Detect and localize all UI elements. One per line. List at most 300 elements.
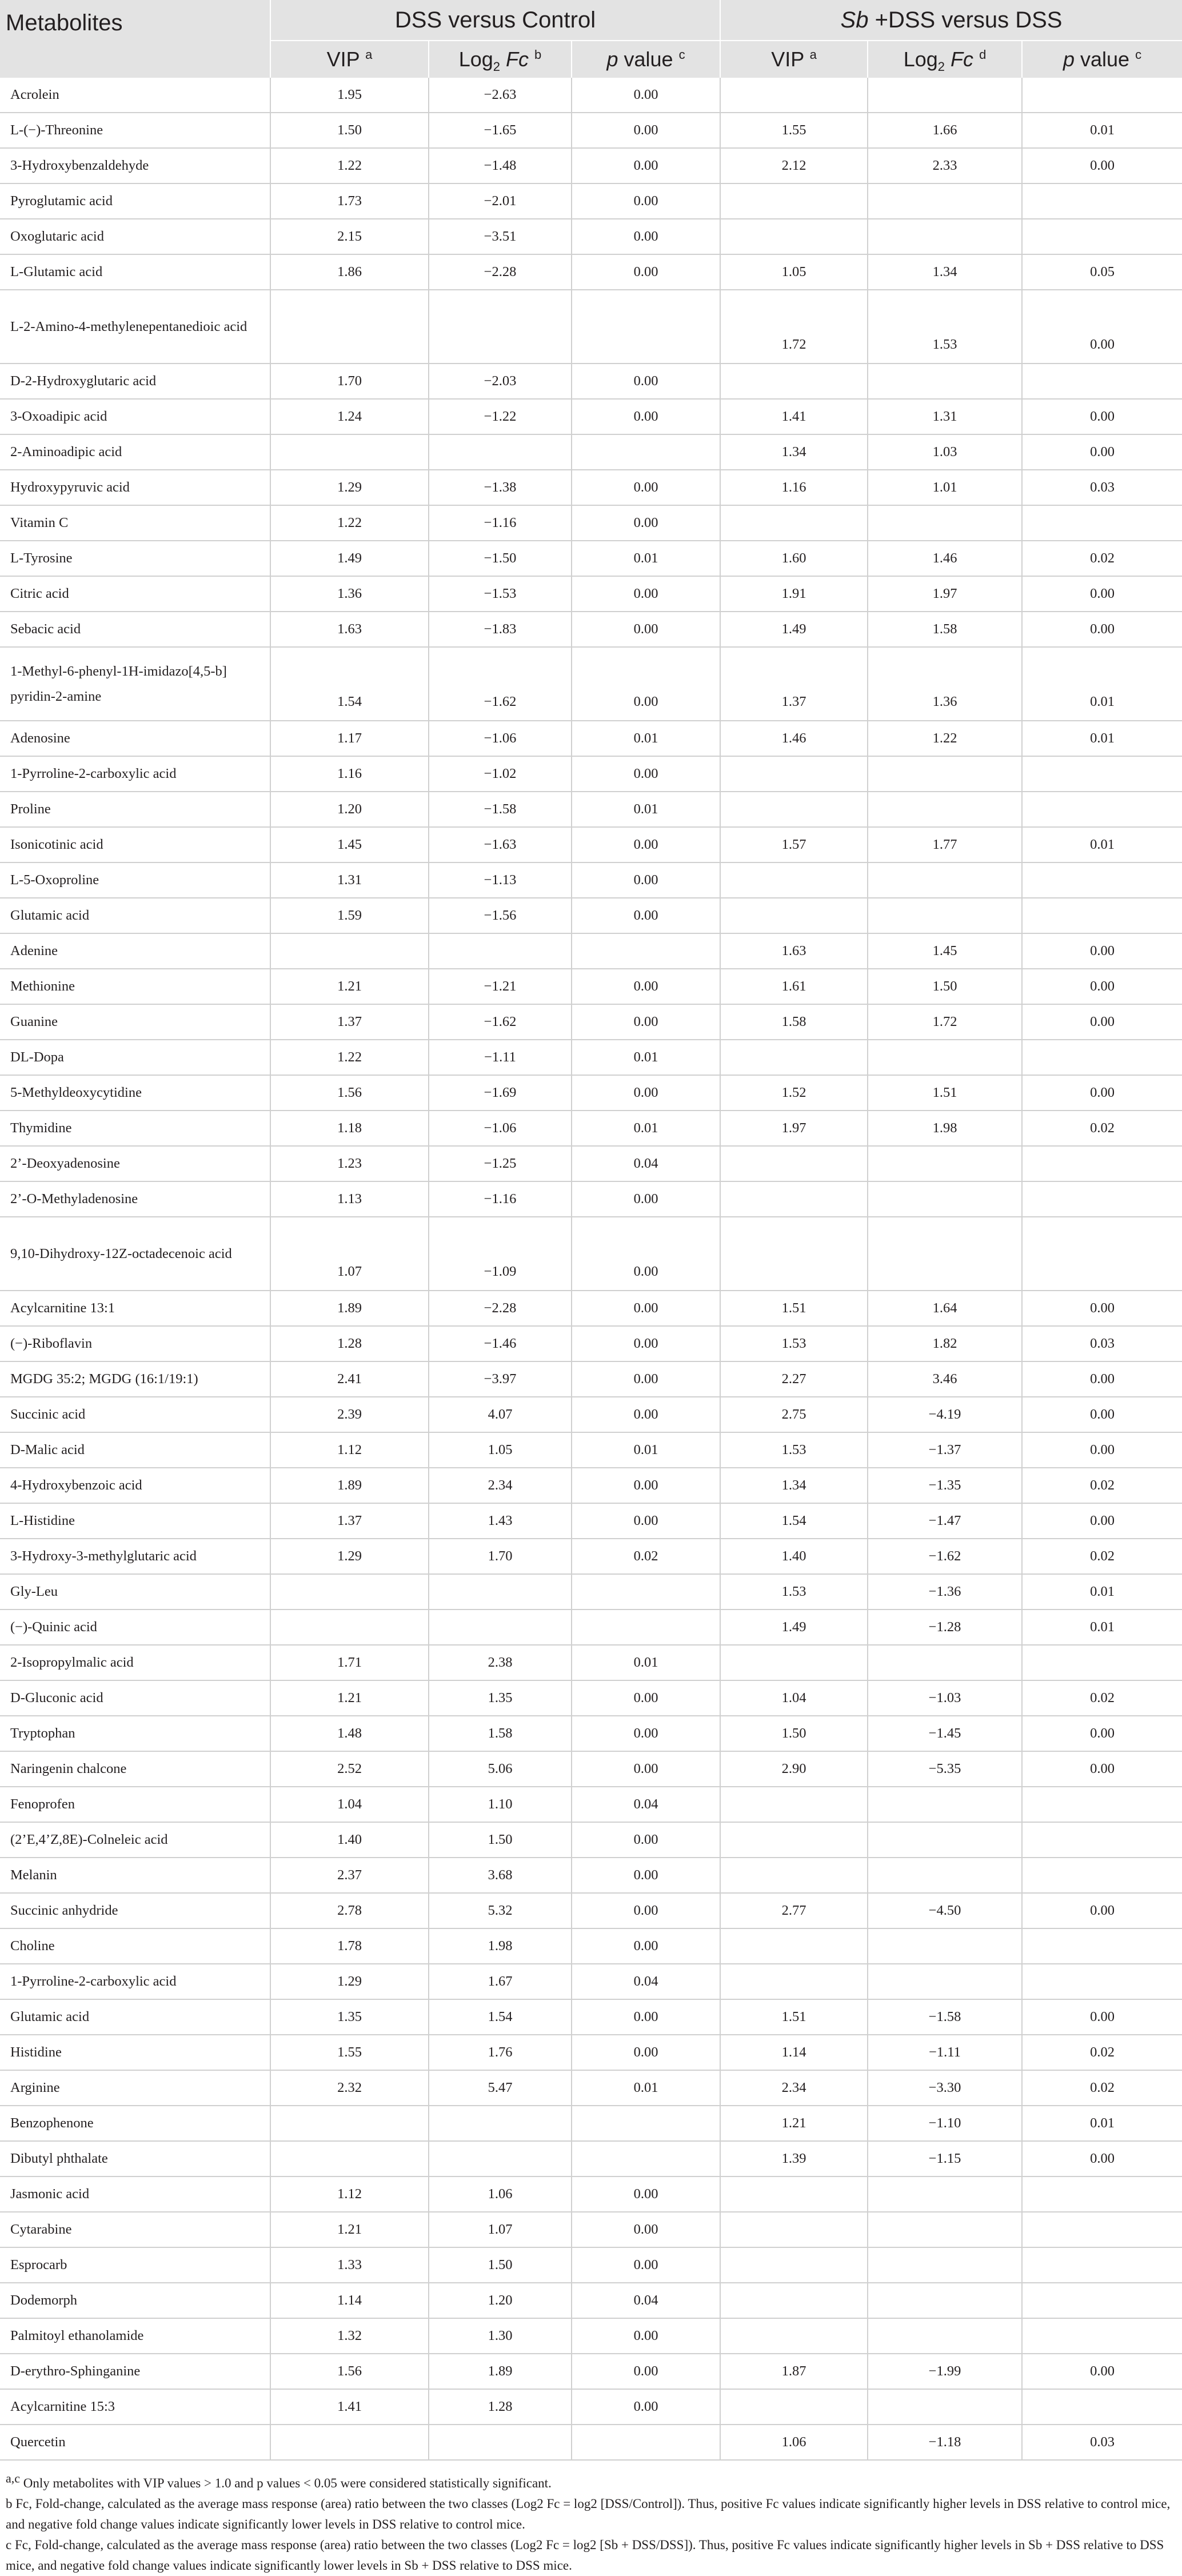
vip-dss-vs-control: 1.89 [270,1468,429,1503]
log2fc-sb-dss-vs-dss [868,2247,1022,2283]
log2fc-sb-dss-vs-dss: −1.35 [868,1468,1022,1503]
pvalue-dss-vs-control [572,2425,720,2460]
pvalue-sb-dss-vs-dss [1022,2247,1182,2283]
vip-sb-dss-vs-dss: 1.54 [720,1503,868,1539]
log2fc-sb-dss-vs-dss [868,756,1022,792]
vip-sb-dss-vs-dss [720,1964,868,1999]
vip-dss-vs-control: 1.36 [270,576,429,612]
log2fc-dss-vs-control: 1.43 [429,1503,572,1539]
table-row [0,1468,1182,1503]
log2fc-dss-vs-control: −1.25 [429,1146,572,1181]
log2fc-dss-vs-control [429,1609,572,1645]
log2fc-sb-dss-vs-dss [868,1928,1022,1964]
log2fc-sb-dss-vs-dss [868,2283,1022,2318]
table-row [0,1751,1182,1787]
vip-sb-dss-vs-dss: 1.04 [720,1680,868,1716]
metabolite-name: MGDG 35:2; MGDG (16:1/19:1) [0,1361,270,1397]
pvalue-sb-dss-vs-dss: 0.01 [1022,2106,1182,2141]
pvalue-sb-dss-vs-dss: 0.01 [1022,647,1182,721]
log2fc-dss-vs-control: 1.05 [429,1432,572,1468]
log2fc-sb-dss-vs-dss: 1.58 [868,612,1022,647]
pvalue-sb-dss-vs-dss: 0.00 [1022,1004,1182,1040]
log2fc-dss-vs-control: −1.63 [429,827,572,862]
vip-sb-dss-vs-dss: 1.49 [720,1609,868,1645]
log2fc-dss-vs-control [429,2106,572,2141]
pvalue-dss-vs-control: 0.00 [572,1503,720,1539]
log2fc-dss-vs-control: 1.70 [429,1539,572,1574]
pvalue-sb-dss-vs-dss: 0.01 [1022,1609,1182,1645]
p-label: p [1063,47,1075,71]
vip-label: VIP [771,47,804,71]
log2fc-dss-vs-control: −1.53 [429,576,572,612]
log2fc-dss-vs-control: −2.28 [429,254,572,290]
vip-dss-vs-control: 1.63 [270,612,429,647]
pvalue-sb-dss-vs-dss: 0.01 [1022,827,1182,862]
vip-dss-vs-control: 2.15 [270,219,429,254]
metabolite-name: Choline [0,1928,270,1964]
vip-dss-vs-control: 2.39 [270,1397,429,1432]
vip-dss-vs-control [270,434,429,470]
log2fc-dss-vs-control: 2.38 [429,1645,572,1680]
metabolite-name: Adenine [0,933,270,969]
pvalue-sb-dss-vs-dss [1022,1181,1182,1217]
metabolite-name: L-2-Amino-4-methylenepentanedioic acid [0,290,270,364]
pvalue-dss-vs-control: 0.00 [572,1181,720,1217]
vip-dss-vs-control: 1.13 [270,1181,429,1217]
metabolite-name: Naringenin chalcone [0,1751,270,1787]
vip-dss-vs-control: 1.16 [270,756,429,792]
pvalue-sb-dss-vs-dss [1022,756,1182,792]
log2fc-dss-vs-control: −1.83 [429,612,572,647]
vip-sb-dss-vs-dss [720,1822,868,1858]
metabolite-name: L-5-Oxoproline [0,862,270,898]
pvalue-sb-dss-vs-dss: 0.05 [1022,254,1182,290]
metabolite-name: Acylcarnitine 13:1 [0,1291,270,1326]
vip-sb-dss-vs-dss [720,1787,868,1822]
log2fc-dss-vs-control [429,2141,572,2176]
table-row [0,933,1182,969]
table-row [0,721,1182,756]
pvalue-dss-vs-control [572,2141,720,2176]
pvalue-dss-vs-control: 0.00 [572,1004,720,1040]
table-row [0,792,1182,827]
vip-dss-vs-control [270,2106,429,2141]
vip-dss-vs-control: 1.95 [270,78,429,113]
log2fc-sb-dss-vs-dss: −1.45 [868,1716,1022,1751]
log2fc-sb-dss-vs-dss [868,183,1022,219]
vip-dss-vs-control: 1.70 [270,364,429,399]
table-row [0,1181,1182,1217]
pvalue-dss-vs-control: 0.00 [572,1928,720,1964]
pvalue-dss-vs-control: 0.00 [572,1716,720,1751]
vip-dss-vs-control: 1.45 [270,827,429,862]
log-sub: 2 [493,59,501,74]
pvalue-sb-dss-vs-dss: 0.00 [1022,1432,1182,1468]
vip-dss-vs-control: 1.22 [270,148,429,183]
footnotes [0,2461,1182,2576]
metabolite-name: Adenosine [0,721,270,756]
log2fc-dss-vs-control: −1.58 [429,792,572,827]
metabolite-name: Sebacic acid [0,612,270,647]
pvalue-sb-dss-vs-dss [1022,78,1182,113]
pvalue-dss-vs-control: 0.00 [572,2389,720,2425]
pvalue-dss-vs-control: 0.04 [572,1964,720,1999]
vip-dss-vs-control: 2.32 [270,2070,429,2106]
pvalue-dss-vs-control: 0.00 [572,1893,720,1928]
vip-dss-vs-control: 2.78 [270,1893,429,1928]
metabolite-name: Proline [0,792,270,827]
table-row [0,1716,1182,1751]
vip-sb-dss-vs-dss [720,862,868,898]
pvalue-dss-vs-control: 0.01 [572,1432,720,1468]
vip-sb-dss-vs-dss [720,898,868,933]
fc-label: Fc [506,47,529,71]
pvalue-dss-vs-control: 0.00 [572,1291,720,1326]
log2fc-sb-dss-vs-dss: −3.30 [868,2070,1022,2106]
vip-dss-vs-control [270,2425,429,2460]
pvalue-sb-dss-vs-dss: 0.01 [1022,721,1182,756]
vip-sb-dss-vs-dss: 1.61 [720,969,868,1004]
vip-dss-vs-control: 1.31 [270,862,429,898]
metabolite-name: D-2-Hydroxyglutaric acid [0,364,270,399]
log2fc-sb-dss-vs-dss [868,219,1022,254]
vip-sb-dss-vs-dss: 1.91 [720,576,868,612]
vip-dss-vs-control: 1.29 [270,1539,429,1574]
vip-label: VIP [326,47,360,71]
table-row [0,1964,1182,1999]
vip-sb-dss-vs-dss: 1.49 [720,612,868,647]
table-row [0,969,1182,1004]
pvalue-sb-dss-vs-dss: 0.00 [1022,933,1182,969]
vip-sb-dss-vs-dss: 1.34 [720,1468,868,1503]
log2fc-dss-vs-control: −1.21 [429,969,572,1004]
log2fc-dss-vs-control: 1.67 [429,1964,572,1999]
table-row [0,2035,1182,2070]
pvalue-sb-dss-vs-dss [1022,1217,1182,1291]
pvalue-dss-vs-control: 0.00 [572,470,720,505]
vip-sb-dss-vs-dss: 1.05 [720,254,868,290]
header-log2fc-2 [868,41,1022,78]
metabolite-name: Pyroglutamic acid [0,183,270,219]
metabolite-name: 5-Methyldeoxycytidine [0,1075,270,1111]
log2fc-dss-vs-control: 1.54 [429,1999,572,2035]
vip-dss-vs-control: 1.21 [270,1680,429,1716]
log2fc-dss-vs-control: 5.06 [429,1751,572,1787]
sup-c: c [678,47,685,62]
log2fc-sb-dss-vs-dss: 1.53 [868,290,1022,364]
log2fc-sb-dss-vs-dss: 1.82 [868,1326,1022,1361]
header-pvalue-2 [1022,41,1182,78]
vip-sb-dss-vs-dss: 1.37 [720,647,868,721]
log-label: Log [458,47,493,71]
metabolite-name: Vitamin C [0,505,270,541]
pvalue-dss-vs-control: 0.01 [572,2070,720,2106]
metabolite-name: 3-Hydroxy-3-methylglutaric acid [0,1539,270,1574]
vip-sb-dss-vs-dss [720,1040,868,1075]
pvalue-sb-dss-vs-dss: 0.02 [1022,2070,1182,2106]
pvalue-dss-vs-control: 0.00 [572,1217,720,1291]
value-label: value [1074,47,1130,71]
pvalue-dss-vs-control: 0.01 [572,1040,720,1075]
vip-dss-vs-control: 1.29 [270,1964,429,1999]
log2fc-dss-vs-control: −1.46 [429,1326,572,1361]
vip-sb-dss-vs-dss [720,2283,868,2318]
table-row [0,1858,1182,1893]
pvalue-dss-vs-control: 0.00 [572,827,720,862]
pvalue-dss-vs-control: 0.01 [572,541,720,576]
vip-sb-dss-vs-dss: 1.72 [720,290,868,364]
pvalue-dss-vs-control: 0.00 [572,2247,720,2283]
metabolite-name: 2’-O-Methyladenosine [0,1181,270,1217]
fc-label: Fc [951,47,974,71]
metabolite-name: Dibutyl phthalate [0,2141,270,2176]
table-row [0,290,1182,364]
pvalue-sb-dss-vs-dss [1022,2318,1182,2354]
log2fc-dss-vs-control: 1.50 [429,1822,572,1858]
pvalue-sb-dss-vs-dss: 0.00 [1022,1751,1182,1787]
log-sub: 2 [937,59,945,74]
vip-sb-dss-vs-dss: 1.34 [720,434,868,470]
table-row [0,1291,1182,1326]
pvalue-dss-vs-control: 0.00 [572,1397,720,1432]
vip-sb-dss-vs-dss [720,1645,868,1680]
metabolite-name: (−)-Riboflavin [0,1326,270,1361]
log2fc-dss-vs-control [429,933,572,969]
pvalue-dss-vs-control: 0.00 [572,756,720,792]
metabolite-name: 4-Hydroxybenzoic acid [0,1468,270,1503]
pvalue-dss-vs-control: 0.00 [572,1858,720,1893]
pvalue-sb-dss-vs-dss: 0.02 [1022,1111,1182,1146]
log2fc-dss-vs-control: 1.98 [429,1928,572,1964]
vip-sb-dss-vs-dss: 1.14 [720,2035,868,2070]
table-row [0,1397,1182,1432]
table-row [0,1609,1182,1645]
vip-dss-vs-control: 1.35 [270,1999,429,2035]
value-label: value [618,47,673,71]
table-row [0,1146,1182,1181]
table-row [0,2176,1182,2212]
log2fc-dss-vs-control: −3.97 [429,1361,572,1397]
pvalue-sb-dss-vs-dss [1022,1787,1182,1822]
vip-sb-dss-vs-dss [720,1858,868,1893]
header-group-sb-dss-vs-dss [720,0,1182,41]
footnote-1 [6,2473,1176,2494]
table-row [0,505,1182,541]
pvalue-dss-vs-control: 0.04 [572,2283,720,2318]
pvalue-dss-vs-control: 0.00 [572,183,720,219]
pvalue-sb-dss-vs-dss: 0.00 [1022,1716,1182,1751]
vip-sb-dss-vs-dss: 1.97 [720,1111,868,1146]
pvalue-dss-vs-control: 0.00 [572,1326,720,1361]
log2fc-dss-vs-control: 1.06 [429,2176,572,2212]
log2fc-sb-dss-vs-dss: −4.19 [868,1397,1022,1432]
metabolite-name: D-erythro-Sphinganine [0,2354,270,2389]
log-label: Log [903,47,938,71]
metabolite-name: Acrolein [0,78,270,113]
pvalue-dss-vs-control [572,1609,720,1645]
vip-sb-dss-vs-dss: 1.57 [720,827,868,862]
pvalue-dss-vs-control: 0.00 [572,969,720,1004]
metabolite-name: (−)-Quinic acid [0,1609,270,1645]
log2fc-dss-vs-control [429,434,572,470]
log2fc-sb-dss-vs-dss: −1.62 [868,1539,1022,1574]
vip-sb-dss-vs-dss: 2.34 [720,2070,868,2106]
table-row [0,898,1182,933]
table-row [0,2425,1182,2460]
metabolite-name: Palmitoyl ethanolamide [0,2318,270,2354]
header-group2-rest: +DSS versus DSS [868,7,1063,33]
vip-sb-dss-vs-dss [720,1181,868,1217]
metabolite-name: Melanin [0,1858,270,1893]
pvalue-sb-dss-vs-dss: 0.02 [1022,2035,1182,2070]
pvalue-sb-dss-vs-dss: 0.00 [1022,1397,1182,1432]
vip-sb-dss-vs-dss: 1.39 [720,2141,868,2176]
pvalue-dss-vs-control: 0.02 [572,1539,720,1574]
log2fc-sb-dss-vs-dss: 1.03 [868,434,1022,470]
sup-c: c [1135,47,1142,62]
log2fc-sb-dss-vs-dss [868,2212,1022,2247]
metabolite-name: Oxoglutaric acid [0,219,270,254]
log2fc-dss-vs-control: −1.13 [429,862,572,898]
pvalue-sb-dss-vs-dss [1022,2283,1182,2318]
log2fc-dss-vs-control [429,1574,572,1609]
log2fc-sb-dss-vs-dss: −1.37 [868,1432,1022,1468]
table-row [0,827,1182,862]
metabolite-name: 1-Pyrroline-2-carboxylic acid [0,756,270,792]
pvalue-dss-vs-control: 0.00 [572,612,720,647]
log2fc-sb-dss-vs-dss [868,1040,1022,1075]
log2fc-sb-dss-vs-dss [868,78,1022,113]
metabolite-name: Citric acid [0,576,270,612]
log2fc-sb-dss-vs-dss: −1.18 [868,2425,1022,2460]
log2fc-sb-dss-vs-dss: 1.22 [868,721,1022,756]
pvalue-dss-vs-control: 0.00 [572,2212,720,2247]
table-row [0,1539,1182,1574]
pvalue-dss-vs-control [572,933,720,969]
log2fc-dss-vs-control: −1.22 [429,399,572,434]
pvalue-dss-vs-control: 0.01 [572,1645,720,1680]
vip-dss-vs-control: 1.14 [270,2283,429,2318]
pvalue-sb-dss-vs-dss: 0.00 [1022,576,1182,612]
vip-dss-vs-control: 2.41 [270,1361,429,1397]
metabolite-name: Gly-Leu [0,1574,270,1609]
metabolite-name: D-Gluconic acid [0,1680,270,1716]
pvalue-sb-dss-vs-dss: 0.00 [1022,1999,1182,2035]
log2fc-sb-dss-vs-dss: 1.77 [868,827,1022,862]
pvalue-sb-dss-vs-dss: 0.00 [1022,1361,1182,1397]
log2fc-dss-vs-control: 4.07 [429,1397,572,1432]
pvalue-dss-vs-control: 0.00 [572,399,720,434]
pvalue-sb-dss-vs-dss: 0.02 [1022,1680,1182,1716]
table-row [0,148,1182,183]
vip-dss-vs-control: 1.41 [270,2389,429,2425]
vip-sb-dss-vs-dss: 2.75 [720,1397,868,1432]
pvalue-dss-vs-control: 0.00 [572,862,720,898]
vip-dss-vs-control: 1.20 [270,792,429,827]
metabolite-name: Hydroxypyruvic acid [0,470,270,505]
metabolite-name: Tryptophan [0,1716,270,1751]
vip-sb-dss-vs-dss [720,1928,868,1964]
log2fc-dss-vs-control: −1.69 [429,1075,572,1111]
log2fc-dss-vs-control [429,290,572,364]
footnote-3: c Fc, Fold-change, calculated as the average mass response (area) ratio between the two classes (Log2 Fc = log2 [Sb + DSS/DSS]). Thus, positive Fc values indicate significantly higher levels in Sb + DSS relative to DSS mice, and negative fold change values indicate significantly lower levels in Sb + DSS relative to DSS mice. [6,2538,1164,2573]
log2fc-sb-dss-vs-dss: 1.36 [868,647,1022,721]
vip-dss-vs-control [270,2141,429,2176]
table-row [0,1040,1182,1075]
vip-dss-vs-control: 1.24 [270,399,429,434]
pvalue-dss-vs-control: 0.00 [572,2035,720,2070]
pvalue-dss-vs-control: 0.00 [572,505,720,541]
pvalue-sb-dss-vs-dss [1022,1822,1182,1858]
log2fc-dss-vs-control: 1.10 [429,1787,572,1822]
log2fc-dss-vs-control: −1.62 [429,647,572,721]
vip-dss-vs-control: 1.40 [270,1822,429,1858]
metabolite-name: Dodemorph [0,2283,270,2318]
pvalue-dss-vs-control: 0.00 [572,1361,720,1397]
pvalue-dss-vs-control: 0.00 [572,2318,720,2354]
pvalue-sb-dss-vs-dss: 0.00 [1022,1893,1182,1928]
vip-dss-vs-control: 1.22 [270,1040,429,1075]
pvalue-sb-dss-vs-dss: 0.02 [1022,541,1182,576]
pvalue-dss-vs-control: 0.00 [572,2354,720,2389]
log2fc-sb-dss-vs-dss [868,2318,1022,2354]
vip-dss-vs-control: 1.07 [270,1217,429,1291]
pvalue-sb-dss-vs-dss [1022,1645,1182,1680]
log2fc-sb-dss-vs-dss: 1.64 [868,1291,1022,1326]
log2fc-dss-vs-control: −1.56 [429,898,572,933]
log2fc-sb-dss-vs-dss: 1.45 [868,933,1022,969]
table-row [0,434,1182,470]
vip-sb-dss-vs-dss: 1.87 [720,2354,868,2389]
vip-sb-dss-vs-dss [720,1217,868,1291]
log2fc-sb-dss-vs-dss: 3.46 [868,1361,1022,1397]
log2fc-sb-dss-vs-dss [868,1822,1022,1858]
log2fc-dss-vs-control: −1.65 [429,113,572,148]
vip-dss-vs-control: 1.71 [270,1645,429,1680]
pvalue-dss-vs-control: 0.00 [572,1999,720,2035]
pvalue-sb-dss-vs-dss [1022,898,1182,933]
log2fc-dss-vs-control: −1.11 [429,1040,572,1075]
table-row [0,862,1182,898]
log2fc-sb-dss-vs-dss: −5.35 [868,1751,1022,1787]
vip-dss-vs-control: 1.55 [270,2035,429,2070]
table-row [0,1326,1182,1361]
vip-dss-vs-control: 1.33 [270,2247,429,2283]
log2fc-dss-vs-control: −1.16 [429,1181,572,1217]
log2fc-dss-vs-control: 1.35 [429,1680,572,1716]
table-row [0,78,1182,113]
log2fc-sb-dss-vs-dss [868,1964,1022,1999]
vip-dss-vs-control: 2.37 [270,1858,429,1893]
metabolite-name: 3-Oxoadipic acid [0,399,270,434]
vip-sb-dss-vs-dss [720,2212,868,2247]
log2fc-dss-vs-control: 1.58 [429,1716,572,1751]
table-row [0,1680,1182,1716]
vip-sb-dss-vs-dss: 1.16 [720,470,868,505]
log2fc-dss-vs-control: 1.89 [429,2354,572,2389]
table-row [0,1075,1182,1111]
table-row [0,1787,1182,1822]
pvalue-dss-vs-control: 0.00 [572,1468,720,1503]
metabolite-name: Guanine [0,1004,270,1040]
metabolite-name: 2-Aminoadipic acid [0,434,270,470]
pvalue-sb-dss-vs-dss: 0.00 [1022,399,1182,434]
pvalue-dss-vs-control: 0.00 [572,898,720,933]
pvalue-dss-vs-control: 0.00 [572,1751,720,1787]
vip-sb-dss-vs-dss: 1.41 [720,399,868,434]
pvalue-sb-dss-vs-dss [1022,505,1182,541]
vip-sb-dss-vs-dss: 1.51 [720,1999,868,2035]
